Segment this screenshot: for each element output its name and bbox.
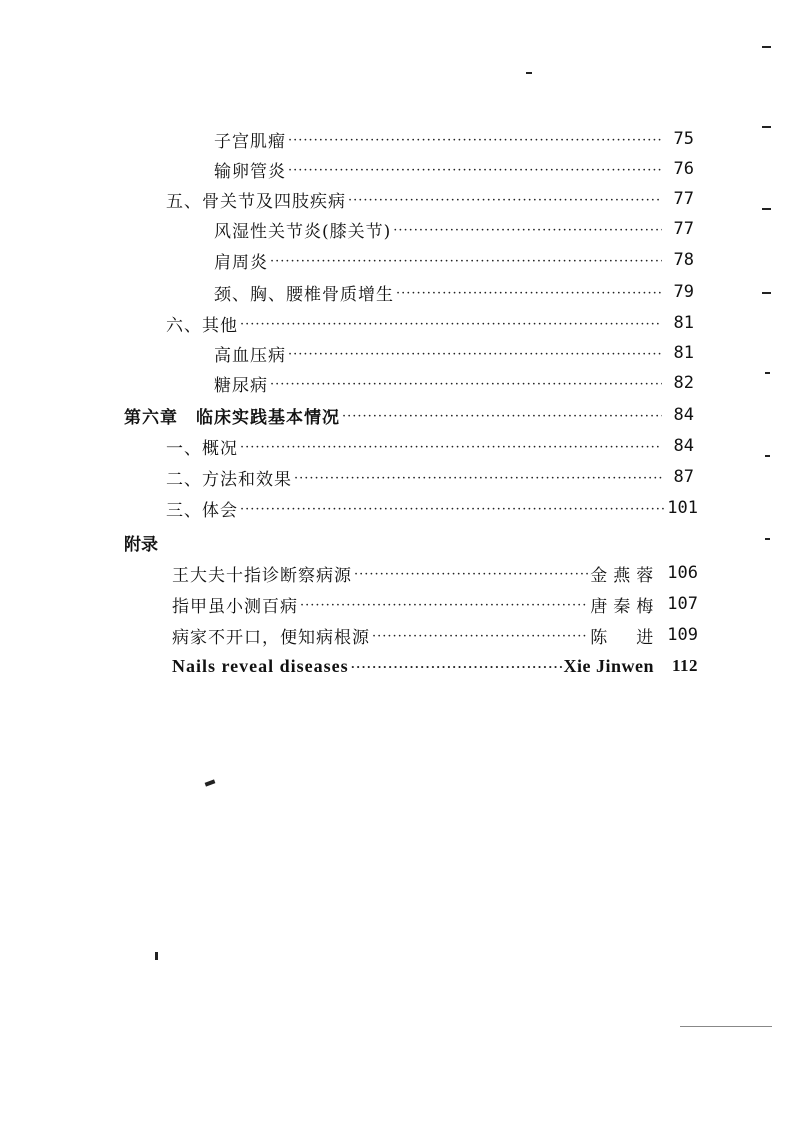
toc-entry[interactable] [166, 462, 694, 492]
toc-entry[interactable] [214, 338, 694, 368]
appendix-entry-title: 王大夫十指诊断察病源 [172, 565, 352, 586]
scan-speck [765, 455, 770, 457]
scan-speck [765, 372, 770, 374]
leader-dots [240, 502, 665, 517]
leader-dots [354, 567, 588, 582]
toc-entry[interactable] [214, 277, 694, 307]
leader-dots [372, 629, 588, 644]
toc-chapter-entry[interactable] [124, 400, 694, 430]
leader-dots [348, 193, 662, 208]
leader-dots [396, 286, 662, 301]
toc-page-number: 84 [673, 405, 694, 425]
appendix-entry-author: Xie Jinwen [563, 655, 654, 676]
scan-speck [155, 952, 158, 960]
leader-dots [300, 598, 588, 613]
toc-page-number: 76 [673, 159, 694, 179]
leader-dots [294, 471, 662, 486]
toc-section-title: 三、体会 [166, 500, 238, 521]
leader-dots [288, 133, 662, 148]
toc-page-number: 101 [667, 498, 698, 518]
appendix-entry-title: 病家不开口，便知病根源 [172, 627, 370, 648]
scan-speck [762, 208, 771, 210]
toc-page-number: 112 [671, 656, 698, 675]
appendix-entry-author: 唐秦梅 [590, 596, 660, 617]
leader-dots [240, 317, 662, 332]
scan-speck [205, 779, 216, 786]
toc-entry[interactable] [214, 154, 694, 184]
appendix-entry[interactable] [172, 620, 698, 650]
toc-entry[interactable] [166, 431, 694, 461]
appendix-entry-author: 陈 进 [590, 627, 660, 648]
toc-entry[interactable] [214, 214, 694, 244]
appendix-entry-title: 指甲虽小测百病 [172, 596, 298, 617]
toc-entry[interactable] [214, 124, 694, 154]
scan-speck [765, 538, 770, 540]
appendix-entry-author: 金燕蓉 [590, 565, 660, 586]
appendix-entry[interactable] [172, 558, 698, 588]
toc-entry-title: 子宫肌瘤 [214, 131, 286, 152]
toc-entry-title: 风湿性关节炎(膝关节) [214, 221, 392, 242]
toc-entry[interactable] [166, 308, 694, 338]
toc-entry[interactable] [166, 184, 694, 214]
toc-page-number: 77 [673, 189, 694, 209]
scan-line [680, 1026, 772, 1027]
appendix-entry[interactable] [172, 589, 698, 619]
toc-page-number: 81 [673, 313, 694, 333]
appendix-heading: 附录 [124, 535, 158, 555]
toc-entry[interactable] [214, 245, 694, 275]
toc-entry-title: 糖尿病 [214, 375, 268, 396]
leader-dots [270, 377, 662, 392]
leader-dots [393, 223, 662, 238]
appendix-entry[interactable] [172, 651, 698, 681]
leader-dots [288, 347, 662, 362]
toc-entry[interactable] [214, 368, 694, 398]
toc-page-number: 107 [667, 594, 698, 614]
toc-section-title: 一、概况 [166, 438, 238, 459]
toc-entry-title: 肩周炎 [214, 252, 268, 273]
toc-chapter-title: 第六章 临床实践基本情况 [124, 407, 340, 428]
leader-dots [240, 440, 662, 455]
toc-page-number: 78 [673, 250, 694, 270]
leader-dots [342, 409, 662, 424]
toc-page-number: 87 [673, 467, 694, 487]
toc-entry[interactable] [166, 493, 698, 523]
toc-entry-title: 高血压病 [214, 345, 286, 366]
toc-page-number: 84 [673, 436, 694, 456]
toc-page-number: 75 [673, 129, 694, 149]
toc-page-number: 77 [673, 219, 694, 239]
leader-dots [351, 659, 562, 675]
toc-page-number: 79 [673, 282, 694, 302]
scan-speck [762, 46, 771, 48]
toc-page-number: 82 [673, 373, 694, 393]
scan-speck [526, 72, 532, 74]
toc-page-number: 106 [667, 563, 698, 583]
toc-section-title: 五、骨关节及四肢疾病 [166, 191, 346, 212]
scan-speck [762, 292, 771, 294]
toc-entry-title: 输卵管炎 [214, 161, 286, 182]
toc-section-title: 二、方法和效果 [166, 469, 292, 490]
leader-dots [288, 163, 662, 178]
toc-entry-title: 颈、胸、腰椎骨质增生 [214, 284, 394, 305]
toc-page-number: 81 [673, 343, 694, 363]
scan-speck [762, 126, 771, 128]
leader-dots [270, 254, 662, 269]
appendix-entry-title: Nails reveal diseases [172, 655, 349, 676]
toc-section-title: 六、其他 [166, 315, 238, 336]
toc-page-number: 109 [667, 625, 698, 645]
